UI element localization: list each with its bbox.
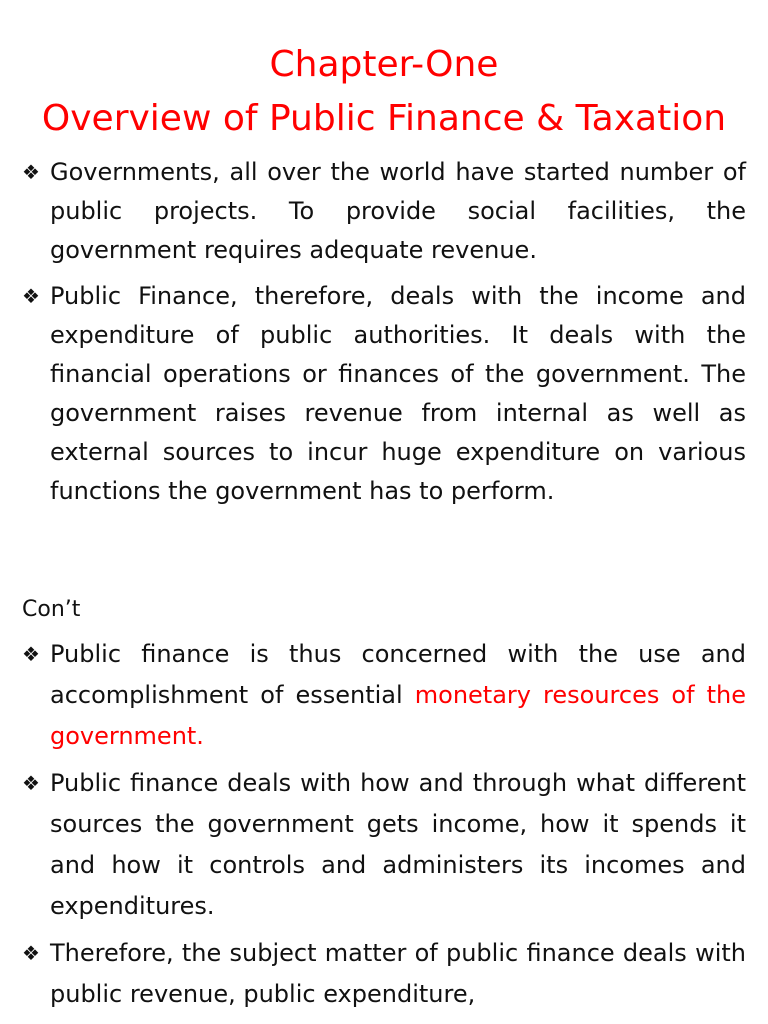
bullet-text: Governments, all over the world have started number of public projects. To provide social facilities, the government requires adequate revenue.	[50, 158, 746, 264]
highlighted-text: monetary resources of the government.	[50, 681, 746, 750]
diamond-bullet-icon: ❖	[22, 941, 40, 965]
bullet-text: Therefore, the subject matter of public finance deals with public revenue, public expenditure,	[50, 939, 746, 1008]
list-item	[22, 277, 746, 511]
diamond-bullet-icon: ❖	[22, 642, 40, 666]
slide1-bullet-list	[22, 153, 746, 518]
diamond-bullet-icon: ❖	[22, 284, 40, 308]
slide2-bullet-list	[22, 634, 746, 1021]
bullet-text: Public finance deals with how and through what different sources the government gets income, how it spends it and how it controls and administers its incomes and expenditures.	[50, 769, 746, 920]
list-item	[22, 153, 746, 270]
bullet-text: Public Finance, therefore, deals with the income and expenditure of public authorities. It deals with the financial operations or finances of the government. The government raises revenue from internal as well as external sources to incur huge expenditure on various functions the government has to perform.	[50, 282, 746, 505]
bullet-text: Public finance is thus concerned with the use and accomplishment of essential	[50, 640, 746, 709]
continued-label: Con’t	[22, 597, 81, 622]
title-line-2: Overview of Public Finance & Taxation	[41, 98, 727, 139]
title-line-1: Chapter-One	[269, 44, 499, 85]
list-item	[22, 634, 746, 757]
list-item	[22, 763, 746, 927]
list-item	[22, 933, 746, 1015]
diamond-bullet-icon: ❖	[22, 160, 40, 184]
diamond-bullet-icon: ❖	[22, 771, 40, 795]
page-title	[0, 38, 768, 146]
